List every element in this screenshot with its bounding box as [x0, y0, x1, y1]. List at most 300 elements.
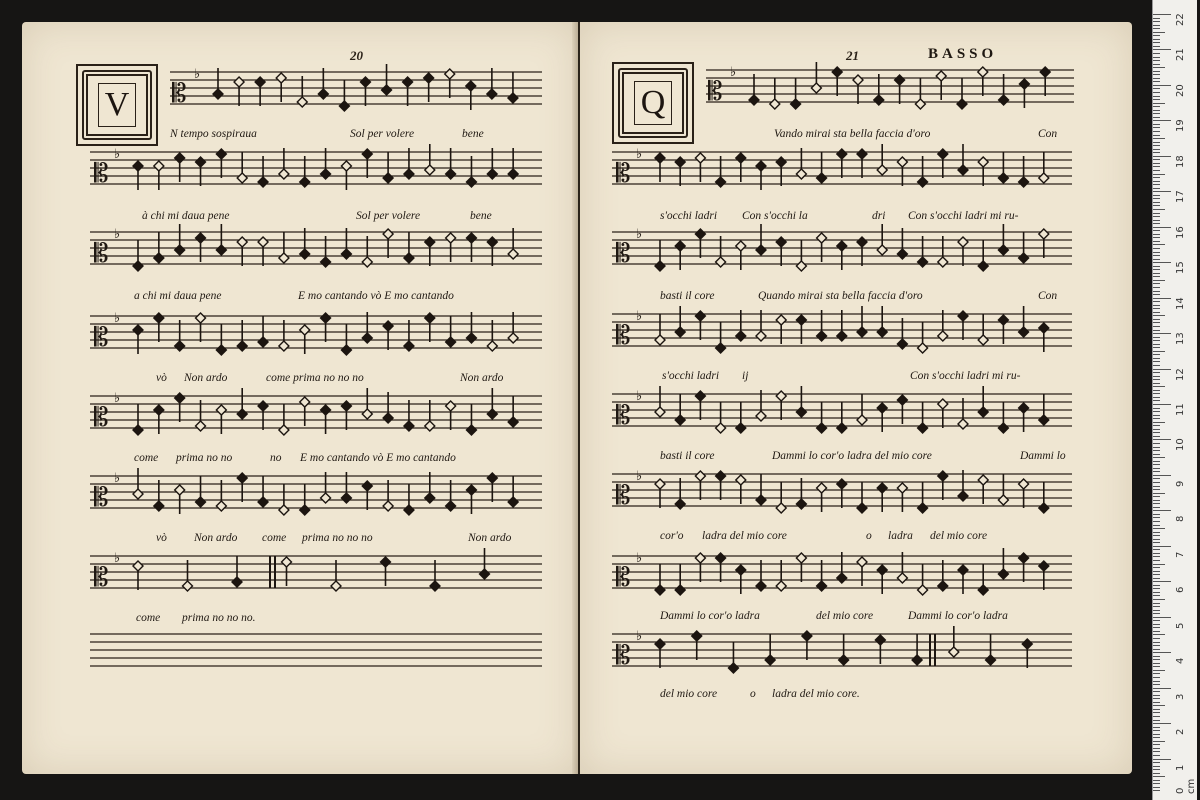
ruler-tick	[1153, 361, 1160, 362]
lyric: s'occhi ladri	[660, 210, 718, 222]
note-head	[796, 261, 806, 271]
ruler-tick	[1153, 159, 1160, 160]
note-head	[837, 331, 847, 341]
c-clef: 𝄡	[616, 321, 631, 351]
ruler-tick	[1153, 333, 1171, 334]
lyric: Con s'occhi ladri mi ru-	[910, 370, 1021, 382]
music-staff	[90, 298, 542, 368]
ruler-tick	[1153, 220, 1160, 221]
note-head	[341, 345, 351, 355]
note-head	[998, 173, 1008, 183]
lyric: come	[134, 452, 159, 464]
note-head	[466, 233, 476, 243]
note-head	[897, 395, 907, 405]
note-head	[897, 339, 907, 349]
note-head	[466, 485, 476, 495]
note-head	[877, 483, 887, 493]
lyric: Dammi lo cor'o ladra	[660, 610, 760, 622]
note-head	[300, 249, 310, 259]
note-head	[1019, 177, 1029, 187]
c-clef: 𝄡	[616, 159, 631, 189]
ruler-tick	[1153, 439, 1171, 440]
note-head	[216, 245, 226, 255]
note-head	[877, 165, 887, 175]
note-head	[796, 169, 806, 179]
ruler-number: 4	[1175, 657, 1186, 665]
lyric: ladra del mio core	[702, 530, 787, 542]
note-head	[154, 405, 164, 415]
note-head	[958, 419, 968, 429]
lyric: E mo cantando vò E mo cantando	[300, 452, 456, 464]
flat-sign: ♭	[636, 551, 643, 566]
note-head	[749, 95, 759, 105]
ruler-tick	[1153, 581, 1171, 582]
note-head	[918, 177, 928, 187]
note-head	[321, 313, 331, 323]
ruler-tick	[1153, 666, 1160, 667]
music-staff	[612, 134, 1072, 204]
note-head	[1019, 253, 1029, 263]
ruler-tick	[1153, 372, 1160, 373]
note-head	[957, 99, 967, 109]
ruler-tick	[1153, 287, 1160, 288]
ruler-tick	[1153, 776, 1165, 777]
note-head	[425, 421, 435, 431]
note-head	[279, 425, 289, 435]
ruler-tick	[1153, 96, 1160, 97]
flat-sign: ♭	[114, 227, 121, 242]
ruler-tick	[1153, 610, 1160, 611]
ruler-tick	[1153, 556, 1160, 557]
note-head	[837, 479, 847, 489]
lyric: Non ardo	[194, 532, 238, 544]
ruler-tick	[1153, 532, 1160, 533]
lyric: Non ardo	[460, 372, 504, 384]
lyric: o	[866, 530, 872, 542]
ruler-tick	[1153, 787, 1160, 788]
note-head	[425, 313, 435, 323]
note-head	[300, 505, 310, 515]
ruler-number: 9	[1175, 480, 1186, 487]
note-head	[692, 631, 702, 641]
lyric: come	[262, 532, 287, 544]
lyric: ladra	[888, 530, 913, 542]
note-head	[362, 481, 372, 491]
ruler-tick	[1153, 237, 1160, 238]
lyric: prima no no no	[302, 532, 373, 544]
ruler-tick	[1153, 415, 1160, 416]
ruler-tick	[1153, 457, 1165, 458]
note-head	[133, 261, 143, 271]
lyric: Dammi lo cor'o ladra del mio core	[772, 450, 932, 462]
note-head	[446, 401, 456, 411]
ruler-tick	[1153, 429, 1160, 430]
ruler-tick	[1153, 149, 1160, 150]
ruler-tick	[1153, 308, 1160, 309]
note-head	[196, 157, 206, 167]
flat-sign: ♭	[730, 65, 737, 80]
note-head	[1019, 79, 1029, 89]
ruler-tick	[1153, 571, 1160, 572]
lyric: a chi mi daua pene	[134, 290, 222, 302]
note-head	[695, 153, 705, 163]
note-head	[255, 77, 265, 87]
ruler-number: 18	[1175, 155, 1186, 168]
ruler-number: 6	[1175, 586, 1186, 594]
ruler-tick	[1153, 790, 1160, 791]
c-clef: 𝄡	[616, 481, 631, 511]
note-head	[362, 333, 372, 343]
note-head	[430, 581, 440, 591]
ruler-tick	[1153, 496, 1160, 497]
music-staff	[612, 214, 1072, 284]
note-head	[958, 165, 968, 175]
flat-sign: ♭	[636, 389, 643, 404]
ruler-tick	[1153, 730, 1160, 731]
note-head	[986, 655, 996, 665]
note-head	[196, 421, 206, 431]
note-head	[487, 169, 497, 179]
c-clef: 𝄡	[616, 239, 631, 269]
note-head	[1019, 327, 1029, 337]
note-head	[853, 75, 863, 85]
ruler-tick	[1153, 365, 1160, 366]
ruler-tick	[1153, 88, 1160, 89]
note-head	[695, 391, 705, 401]
ruler-tick	[1153, 170, 1160, 171]
ruler-tick	[1153, 716, 1160, 717]
note-head	[258, 237, 268, 247]
note-head	[817, 331, 827, 341]
ruler-tick	[1153, 202, 1160, 203]
ruler-tick	[1153, 14, 1171, 15]
ruler-tick	[1153, 780, 1160, 781]
ruler-tick	[1153, 588, 1160, 589]
note-head	[958, 311, 968, 321]
ruler-tick	[1153, 376, 1160, 377]
ruler-tick	[1153, 425, 1160, 426]
ruler-tick	[1153, 645, 1160, 646]
note-head	[776, 391, 786, 401]
note-head	[877, 245, 887, 255]
ruler-tick	[1153, 627, 1160, 628]
note-head	[998, 423, 1008, 433]
note-head	[362, 409, 372, 419]
ruler-tick	[1153, 383, 1160, 384]
left-page-number: 20	[350, 48, 363, 63]
ruler-tick	[1153, 110, 1160, 111]
note-head	[938, 149, 948, 159]
initial-letter-q: Q	[634, 81, 673, 125]
ruler-tick	[1153, 574, 1160, 575]
note-head	[716, 553, 726, 563]
ruler-tick	[1153, 400, 1160, 401]
note-head	[998, 245, 1008, 255]
ruler-tick	[1153, 656, 1160, 657]
ruler-tick	[1153, 262, 1171, 263]
ruler-tick	[1153, 461, 1160, 462]
ruler-tick	[1153, 478, 1160, 479]
note-head	[279, 341, 289, 351]
ruler-tick	[1153, 347, 1160, 348]
music-staff	[90, 616, 542, 686]
note-head	[756, 161, 766, 171]
ruler-tick	[1153, 28, 1160, 29]
lyric: ladra del mio core.	[772, 688, 860, 700]
flat-sign: ♭	[114, 551, 121, 566]
note-head	[877, 327, 887, 337]
ruler-tick	[1153, 659, 1160, 660]
note-head	[716, 257, 726, 267]
note-head	[318, 89, 328, 99]
note-head	[655, 479, 665, 489]
ruler-tick	[1153, 454, 1160, 455]
ruler-tick	[1153, 727, 1160, 728]
note-head	[776, 503, 786, 513]
note-head	[998, 495, 1008, 505]
ruler-tick	[1153, 273, 1160, 274]
flat-sign: ♭	[114, 391, 121, 406]
ruler-tick	[1153, 447, 1160, 448]
note-head	[237, 409, 247, 419]
note-head	[857, 557, 867, 567]
lyric: prima no no no.	[182, 612, 256, 624]
c-clef: 𝄡	[94, 239, 109, 269]
ruler-tick	[1153, 294, 1160, 295]
note-head	[216, 149, 226, 159]
ruler-number: 17	[1175, 190, 1186, 204]
lyric: Dammi lo	[1020, 450, 1066, 462]
ruler-tick	[1153, 748, 1160, 749]
note-head	[978, 157, 988, 167]
ruler-tick	[1153, 436, 1160, 437]
note-head	[321, 405, 331, 415]
ruler-tick	[1153, 503, 1160, 504]
note-head	[300, 325, 310, 335]
note-head	[445, 69, 455, 79]
lyric: Con s'occhi la	[742, 210, 808, 222]
ruler-tick	[1153, 174, 1165, 175]
note-head	[999, 95, 1009, 105]
note-head	[756, 495, 766, 505]
note-head	[938, 471, 948, 481]
ruler-tick	[1153, 567, 1160, 568]
note-head	[655, 261, 665, 271]
ruler-tick	[1153, 471, 1160, 472]
note-head	[154, 313, 164, 323]
ruler-tick	[1153, 698, 1160, 699]
note-head	[297, 97, 307, 107]
music-staff	[90, 378, 542, 448]
ruler-tick	[1153, 138, 1165, 139]
note-head	[466, 333, 476, 343]
ruler-tick	[1153, 486, 1160, 487]
ruler-tick	[1153, 209, 1165, 210]
note-head	[258, 401, 268, 411]
lyric: Con	[1038, 290, 1058, 302]
note-head	[736, 241, 746, 251]
ruler-tick	[1153, 432, 1160, 433]
note-head	[857, 415, 867, 425]
ruler-number: 14	[1175, 296, 1186, 310]
ruler-tick	[1153, 638, 1160, 639]
music-staff	[90, 134, 542, 204]
ruler-tick	[1153, 53, 1160, 54]
music-staff	[612, 456, 1072, 526]
note-head	[877, 565, 887, 575]
note-head	[675, 157, 685, 167]
ruler-tick	[1153, 599, 1165, 600]
note-head	[508, 333, 518, 343]
note-head	[300, 177, 310, 187]
ruler-number: 8	[1175, 515, 1186, 523]
ruler-tick	[1153, 464, 1160, 465]
ruler-tick	[1153, 720, 1160, 721]
note-head	[811, 83, 821, 93]
note-head	[756, 581, 766, 591]
ruler-tick	[1153, 106, 1160, 107]
ruler-tick	[1153, 379, 1160, 380]
lyric: bene	[470, 210, 492, 222]
note-head	[133, 561, 143, 571]
ruler-tick	[1153, 283, 1160, 284]
ruler-tick	[1153, 546, 1171, 547]
note-head	[341, 161, 351, 171]
music-staff	[90, 214, 542, 284]
note-head	[341, 493, 351, 503]
ruler-tick	[1153, 78, 1160, 79]
note-head	[1019, 403, 1029, 413]
c-clef: 𝄡	[616, 563, 631, 593]
note-head	[175, 245, 185, 255]
note-head	[487, 473, 497, 483]
note-head	[796, 499, 806, 509]
note-head	[382, 85, 392, 95]
ruler-tick	[1153, 670, 1165, 671]
note-head	[857, 149, 867, 159]
ruler-tick	[1153, 39, 1160, 40]
ruler-tick	[1153, 330, 1160, 331]
note-head	[817, 581, 827, 591]
note-head	[796, 553, 806, 563]
note-head	[258, 337, 268, 347]
note-head	[133, 425, 143, 435]
ruler-tick	[1153, 315, 1165, 316]
note-head	[424, 73, 434, 83]
note-head	[897, 157, 907, 167]
note-head	[279, 505, 289, 515]
note-head	[213, 89, 223, 99]
ruler-number: 2	[1175, 728, 1186, 736]
ruler-tick	[1153, 223, 1160, 224]
ruler-tick	[1153, 493, 1165, 494]
note-head	[383, 413, 393, 423]
ruler-number: 10	[1175, 438, 1186, 452]
note-head	[776, 581, 786, 591]
note-head	[918, 343, 928, 353]
music-staff	[612, 538, 1072, 608]
music-staff	[612, 296, 1072, 366]
note-head	[897, 573, 907, 583]
ruler-unit: 0 cm	[1175, 778, 1197, 794]
note-head	[1039, 415, 1049, 425]
note-head	[232, 577, 242, 587]
flat-sign: ♭	[636, 227, 643, 242]
ruler-number: 15	[1175, 261, 1186, 275]
ruler-tick	[1153, 177, 1160, 178]
note-head	[837, 149, 847, 159]
note-head	[425, 237, 435, 247]
note-head	[508, 169, 518, 179]
ruler-tick	[1153, 131, 1160, 132]
lyric: ij	[742, 370, 749, 382]
ruler-tick	[1153, 74, 1160, 75]
ruler-tick	[1153, 135, 1160, 136]
note-head	[736, 565, 746, 575]
ruler-tick	[1153, 663, 1160, 664]
note-head	[487, 409, 497, 419]
ruler-tick	[1153, 393, 1160, 394]
c-clef: 𝄡	[94, 159, 109, 189]
ruler-tick	[1153, 759, 1171, 760]
initial-letter-v: V	[98, 83, 137, 127]
note-head	[978, 335, 988, 345]
c-clef: 𝄡	[94, 403, 109, 433]
ruler-tick	[1153, 99, 1160, 100]
ruler-tick	[1153, 291, 1160, 292]
ruler-tick	[1153, 234, 1160, 235]
lyric: Non ardo	[468, 532, 512, 544]
ruler-tick	[1153, 42, 1160, 43]
ruler-tick	[1153, 124, 1160, 125]
ruler-tick	[1153, 751, 1160, 752]
flat-sign: ♭	[114, 471, 121, 486]
note-head	[716, 343, 726, 353]
ruler-tick	[1153, 191, 1171, 192]
ruler-tick	[1153, 85, 1171, 86]
ruler-tick	[1153, 528, 1165, 529]
note-head	[736, 423, 746, 433]
ruler-tick	[1153, 613, 1160, 614]
ruler-tick	[1153, 564, 1165, 565]
ruler-tick	[1153, 766, 1160, 767]
note-head	[175, 393, 185, 403]
c-clef: 𝄡	[616, 401, 631, 431]
ruler-tick	[1153, 35, 1160, 36]
ruler-tick	[1153, 103, 1165, 104]
lyric: à chi mi daua pene	[142, 210, 230, 222]
note-head	[487, 341, 497, 351]
ruler-tick	[1153, 354, 1160, 355]
c-clef: 𝄡	[94, 483, 109, 513]
note-head	[857, 503, 867, 513]
note-head	[234, 77, 244, 87]
note-head	[655, 585, 665, 595]
lyric: Vando mirai sta bella faccia d'oro	[774, 128, 931, 140]
ruler-tick	[1153, 539, 1160, 540]
ruler-tick	[1153, 475, 1171, 476]
ruler-tick	[1153, 712, 1160, 713]
note-head	[756, 411, 766, 421]
ruler-tick	[1153, 358, 1160, 359]
note-head	[133, 325, 143, 335]
ruler-tick	[1153, 213, 1160, 214]
note-head	[175, 153, 185, 163]
note-head	[487, 237, 497, 247]
note-head	[695, 229, 705, 239]
ruler-tick	[1153, 525, 1160, 526]
note-head	[480, 569, 490, 579]
